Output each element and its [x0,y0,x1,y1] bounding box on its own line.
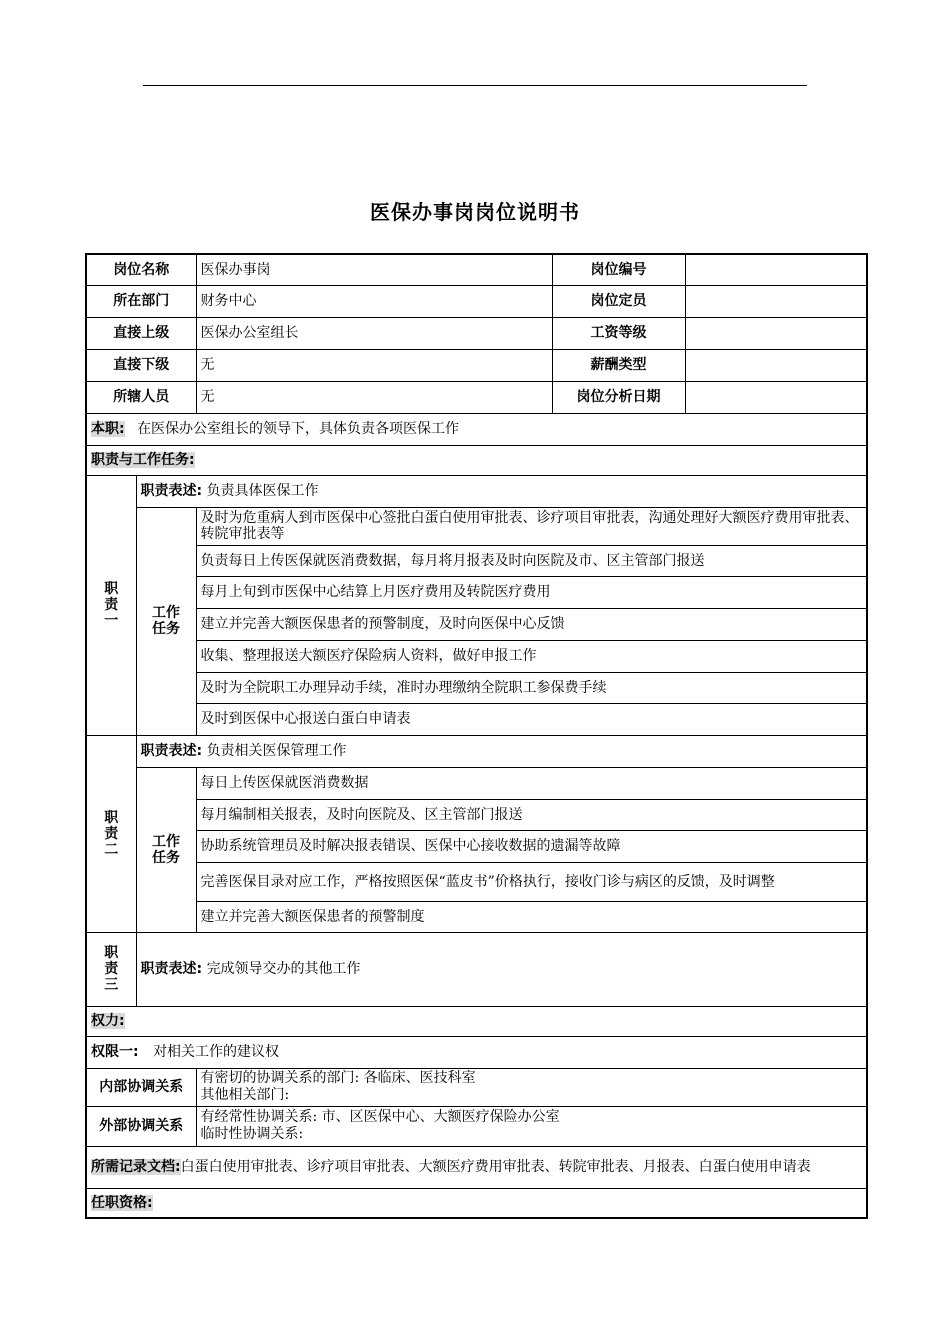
duty2-task: 每月编制相关报表，及时向医院及、区主管部门报送 [196,799,867,830]
duties-header-row [86,445,867,475]
records-row [86,1146,867,1188]
info-value: 财务中心 [196,285,552,317]
duty1-desc-cell [136,475,867,507]
info-value: 无 [196,349,552,381]
info-label: 所辖人员 [86,381,196,413]
duty1-task: 每月上旬到市医保中心结算上月医疗费用及转院医疗费用 [196,576,867,608]
info-value [685,317,867,349]
info-label: 直接下级 [86,349,196,381]
records-cell [86,1146,867,1188]
external-coordination-line: 临时性协调关系: [200,1126,304,1142]
duty2-task-row [86,862,867,901]
duty2-task-row [86,799,867,830]
info-label: 所在部门 [86,285,196,317]
duty2-task-row [86,767,867,799]
info-value: 医保办事岗 [196,254,552,285]
duty1-task: 及时为全院职工办理异动手续，准时办理缴纳全院职工参保费手续 [196,672,867,703]
internal-coordination-line: 有密切的协调关系的部门: 各临床、医技科室 [200,1070,476,1086]
duty1-desc-row [86,475,867,507]
info-value [685,381,867,413]
external-coordination-label: 外部协调关系 [86,1106,196,1146]
duty2-task: 协助系统管理员及时解决报表错误、医保中心接收数据的遗漏等故障 [196,830,867,862]
duty3-desc-cell [136,932,867,1006]
info-value: 医保办公室组长 [196,317,552,349]
info-value [685,285,867,317]
duty2-task: 每日上传医保就医消费数据 [196,767,867,799]
duty1-task-row [86,608,867,640]
records-text: 白蛋白使用审批表、诊疗项目审批表、大额医疗费用审批表、转院审批表、月报表、白蛋白使用申请表 [180,1158,811,1175]
duties-header: 职责与工作任务: [91,452,195,468]
duty2-task-row [86,830,867,862]
info-value: 无 [196,381,552,413]
internal-coordination-label: 内部协调关系 [86,1068,196,1106]
duty2-desc-cell [136,735,867,767]
info-label: 岗位定员 [552,285,685,317]
external-coordination-line: 有经常性协调关系: 市、区医保中心、大额医疗保险办公室 [200,1109,560,1125]
duty3-label: 职 责 三 [86,932,136,1006]
duty1-task-row [86,545,867,576]
core-duty-row [86,413,867,445]
header-rule [143,85,807,86]
duty1-task-row [86,703,867,735]
authority-cell [86,1006,867,1036]
permission-text: 对相关工作的建议权 [153,1044,280,1060]
internal-coordination-line: 其他相关部门: [200,1087,290,1103]
info-value [685,254,867,285]
duty1-task: 及时到医保中心报送白蛋白申请表 [196,703,867,735]
duty3-desc-label: 职责表述: [140,961,203,977]
duty2-task-row [86,901,867,932]
info-row [86,285,867,317]
qualification-row [86,1188,867,1218]
info-row [86,381,867,413]
duty1-desc-label: 职责表述: [140,483,203,499]
info-row [86,254,867,285]
internal-coordination-row [86,1068,867,1106]
core-duty-cell [86,413,867,445]
permission-cell [86,1036,867,1068]
duty1-task-row [86,576,867,608]
duty1-label: 职 责 一 [86,475,136,735]
duties-header-cell [86,445,867,475]
qualification-cell [86,1188,867,1218]
duty1-task-label: 工作 任务 [136,507,196,735]
info-label: 岗位名称 [86,254,196,285]
duty1-task: 建立并完善大额医保患者的预警制度，及时向医保中心反馈 [196,608,867,640]
core-duty-text: 在医保办公室组长的领导下，具体负责各项医保工作 [137,421,460,437]
info-label: 岗位分析日期 [552,381,685,413]
info-label: 直接上级 [86,317,196,349]
duty1-task: 收集、整理报送大额医疗保险病人资料，做好申报工作 [196,640,867,672]
authority-label: 权力: [91,1013,125,1029]
records-label: 所需记录文档: [91,1158,181,1175]
duty2-task-label: 工作 任务 [136,767,196,932]
internal-coordination-cell [196,1068,867,1106]
duty3-row [86,932,867,1006]
duty1-task-row [86,672,867,703]
duty1-desc-text: 负责具体医保工作 [206,483,319,499]
authority-row [86,1006,867,1036]
info-label: 薪酬类型 [552,349,685,381]
duty1-task: 及时为危重病人到市医保中心签批白蛋白使用审批表、诊疗项目审批表，沟通处理好大额医疗费用审批表、转院审批表等 [196,507,867,545]
qualification-label: 任职资格: [91,1194,153,1211]
duty1-task-row [86,507,867,545]
external-coordination-row [86,1106,867,1146]
info-row [86,349,867,381]
duty1-task: 负责每日上传医保就医消费数据，每月将月报表及时向医院及市、区主管部门报送 [196,545,867,576]
info-label: 工资等级 [552,317,685,349]
duty2-desc-row [86,735,867,767]
duty2-task: 建立并完善大额医保患者的预警制度 [196,901,867,932]
document-title: 医保办事岗岗位说明书 [370,200,580,224]
info-row [86,317,867,349]
external-coordination-cell [196,1106,867,1146]
core-duty-label: 本职: [91,421,125,437]
job-description-table [85,253,868,1219]
duty2-label: 职 责 二 [86,735,136,932]
permission-label: 权限一: [91,1044,139,1060]
permission-row [86,1036,867,1068]
info-value [685,349,867,381]
duty1-task-row [86,640,867,672]
duty3-desc-text: 完成领导交办的其他工作 [206,961,361,977]
info-label: 岗位编号 [552,254,685,285]
duty2-desc-text: 负责相关医保管理工作 [206,743,347,759]
duty2-desc-label: 职责表述: [140,743,203,759]
duty2-task: 完善医保目录对应工作，严格按照医保“蓝皮书”价格执行，接收门诊与病区的反馈，及时调整 [196,862,867,901]
